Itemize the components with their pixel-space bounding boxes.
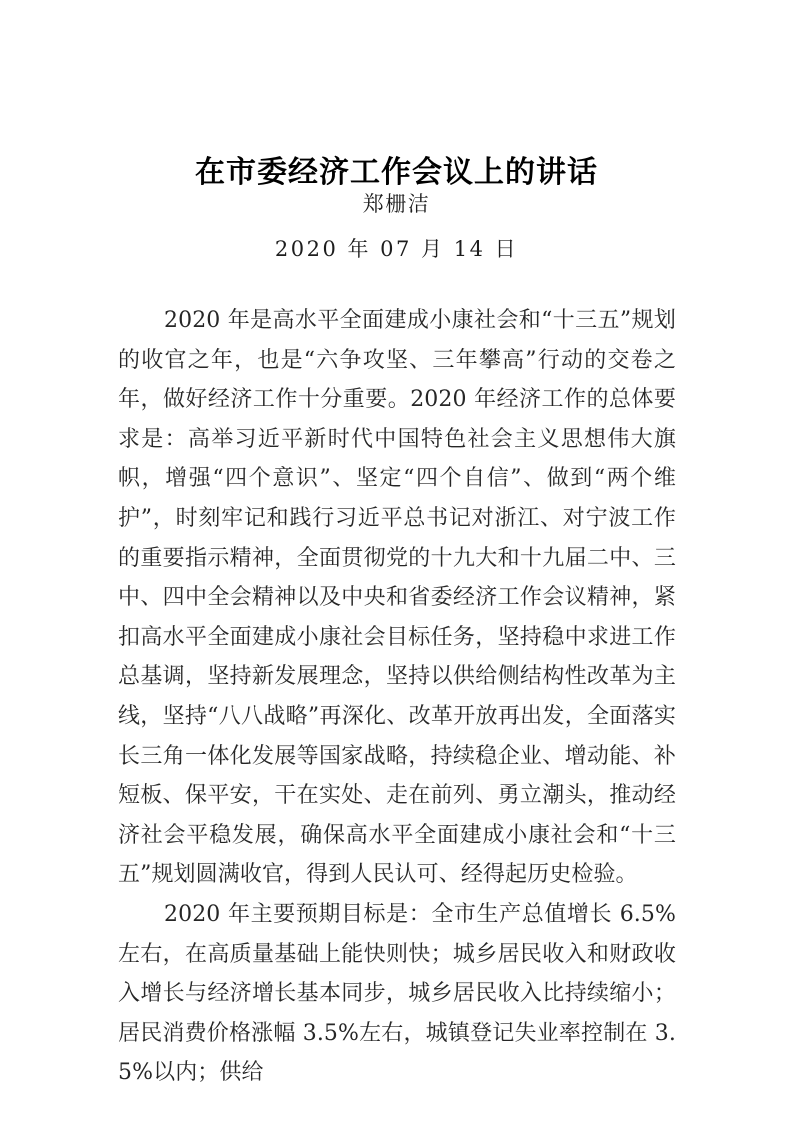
body-paragraph: 2020 年主要预期目标是：全市生产总值增长 6.5%左右，在高质量基础上能快则快；城乡居民收入和财政收入增长与经济增长基本同步，城乡居民收入比持续缩小；居民消费价格涨幅 3.5%左右，城镇登记失业率控制在 3.5%以内；供给 <box>118 901 676 1086</box>
document-date: 2020 年 07 月 14 日 <box>274 237 519 261</box>
page-title: 在市委经济工作会议上的讲话 <box>195 155 598 191</box>
document-author: 郑栅洁 <box>362 192 431 216</box>
document-body <box>118 301 676 1093</box>
body-paragraph: 2020 年是高水平全面建成小康社会和“十三五”规划的收官之年，也是“六争攻坚、三年攀高”行动的交卷之年，做好经济工作十分重要。2020 年经济工作的总体要求是：高举习近平新时代中国特色社会主义思想伟大旗帜，增强“四个意识”、坚定“四个自信”、做到“两个维护”，时刻牢记和践行习近平总书记对浙江、对宁波工作的重要指示精神，全面贯彻党的十九大和十九届二中、三中、四中全会精神以及中央和省委经济工作会议精神，紧扣高水平全面建成小康社会目标任务，坚持稳中求进工作总基调，坚持新发展理念，坚持以供给侧结构性改革为主线，坚持“八八战略”再深化、改革开放再出发，全面落实长三角一体化发展等国家战略，持续稳企业、增动能、补短板、保平安，干在实处、走在前列、勇立潮头，推动经济社会平稳发展，确保高水平全面建成小康社会和“十三五”规划圆满收官，得到人民认可、经得起历史检验。 <box>118 308 676 888</box>
